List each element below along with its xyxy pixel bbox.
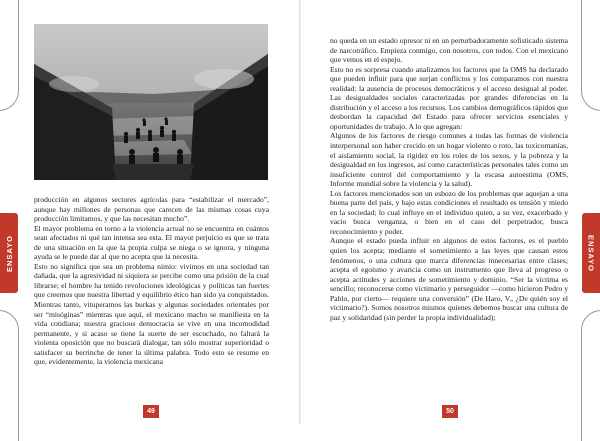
page-edge-decoration — [581, 0, 600, 111]
page-edge-decoration — [0, 310, 19, 441]
page-gutter — [299, 0, 301, 424]
paragraph: Algunos de los factores de riesgo comunes a todas las formas de violencia interpersonal son haber crecido en un hogar violento o roto, las toxicomanías, el aislamiento social, la rigidez en los roles de los sexos, y la pobreza y la desigualdad en los ingresos, así como características personales tales como un insuficiente control del comportamiento y la escasa autoestima (OMS, Informe mundial sobre la violencia y la salud). — [330, 131, 568, 189]
page-number: 50 — [442, 405, 458, 418]
left-page-text — [34, 195, 269, 367]
section-tab-label: ENSAYO — [586, 234, 596, 272]
paragraph: El mayor problema en torno a la violencia actual no se encuentra en cuántos sean afectados ni qué tan intensa sea esta. El mayor perjuicio es que se trata de una situación en la que la propia culpa se niega o se ignora, y ninguna ayuda se le puede dar al que no acepta que la necesita. — [34, 223, 269, 262]
section-tab — [0, 213, 18, 293]
paragraph: no queda en un estado opresor ni en un perturbadoramente sofisticado sistema de narcotráfico. Empieza conmigo, con nosotros, con todos. Con el mexicano que vemos en el espejo. — [330, 36, 568, 65]
paragraph: Esto no significa que sea un problema nimio: vivimos en una sociedad tan dañada, que la agresividad ni siquiera se percibe como una prisión de la cual librarse; el hombre ha tenido revoluciones ideológicas y políticas tan fuertes que creemos que nuestra libertad y equilibrio ético han sido ya conquistados. Mientras tanto, vituperamos las burkas y algunas sociedades orientales por ser “misóginas” mientras que aquí, el mexicano macho se manifiesta en la vida cotidiana; nuestra gracious democracia se vive en una incomodidad permanente, y si acaso se tiene la suerte de ser escuchado, no faltará la violenta oposición que no buscará dialogar, tan sólo mostrar superioridad o satisfacer su berrinche de tener la última palabra. Todo esto se resume en que, evidentemente, la violencia mexicana — [34, 261, 269, 367]
section-tab — [582, 213, 600, 293]
page-number: 49 — [143, 405, 159, 418]
paragraph: Esto no es sorpresa cuando analizamos los factores que la OMS ha declarado que pueden influir para que surjan conflictos y los comparamos con nuestra realidad: la ausencia de procesos democráticos y el acceso desigual al poder. Las desigualdades sociales caracterizadas por grandes diferencias en la distribución y el acceso a los recursos. Los cambios demográficos rápidos que desbordan la capacidad del Estado para ofrecer servicios esenciales y oportunidades de trabajo. A lo que agregan: — [330, 64, 568, 131]
paragraph: producción en algunos sectores agrícolas para “estabilizar el mercado”, aunque hay millones de personas que carecen de las mismas cosas cuya producción limitamos, y que las necesitan mucho”. — [34, 195, 269, 224]
page-edge-decoration — [0, 0, 19, 111]
section-tab-label: ENSAYO — [4, 234, 14, 272]
right-page-text — [330, 36, 568, 322]
page-edge-decoration — [581, 310, 600, 441]
paragraph: Aunque el estado pueda influir en algunos de estos factores, es el pueblo quien los acepta; mediante el sometimiento a las leyes que causan estos fenómenos, o una cultura que marca diferencias innecesarias entre clases; acepta el egoísmo y avaricia como un instrumento que lleva al progreso o acepta actitudes y acciones de sometimiento y dominio. “Ser la víctima es sencillo; reconocerse como victimario y perseguidor —como hicieron Pedro y Pablo, por cierto— requiere una conversión” (De Haro, V., ¿De quién soy el victimario?). Somos nosotros mismos quienes debemos buscar una cultura de paz y solidaridad (sin perder la propia individualidad); — [330, 236, 568, 322]
landing-craft-photo — [34, 24, 268, 180]
paragraph: Los factores mencionados son un esbozo de los problemas que aquejan a una buena parte del país, y bajo estas condiciones el resultado es tensión y miedo en la sociedad; lo cual influye en el individuo quien, a su vez, exacerbado y vacío busca venganza, o bien en el caso del perpetrador, busca reconocimiento y poder. — [330, 188, 568, 236]
